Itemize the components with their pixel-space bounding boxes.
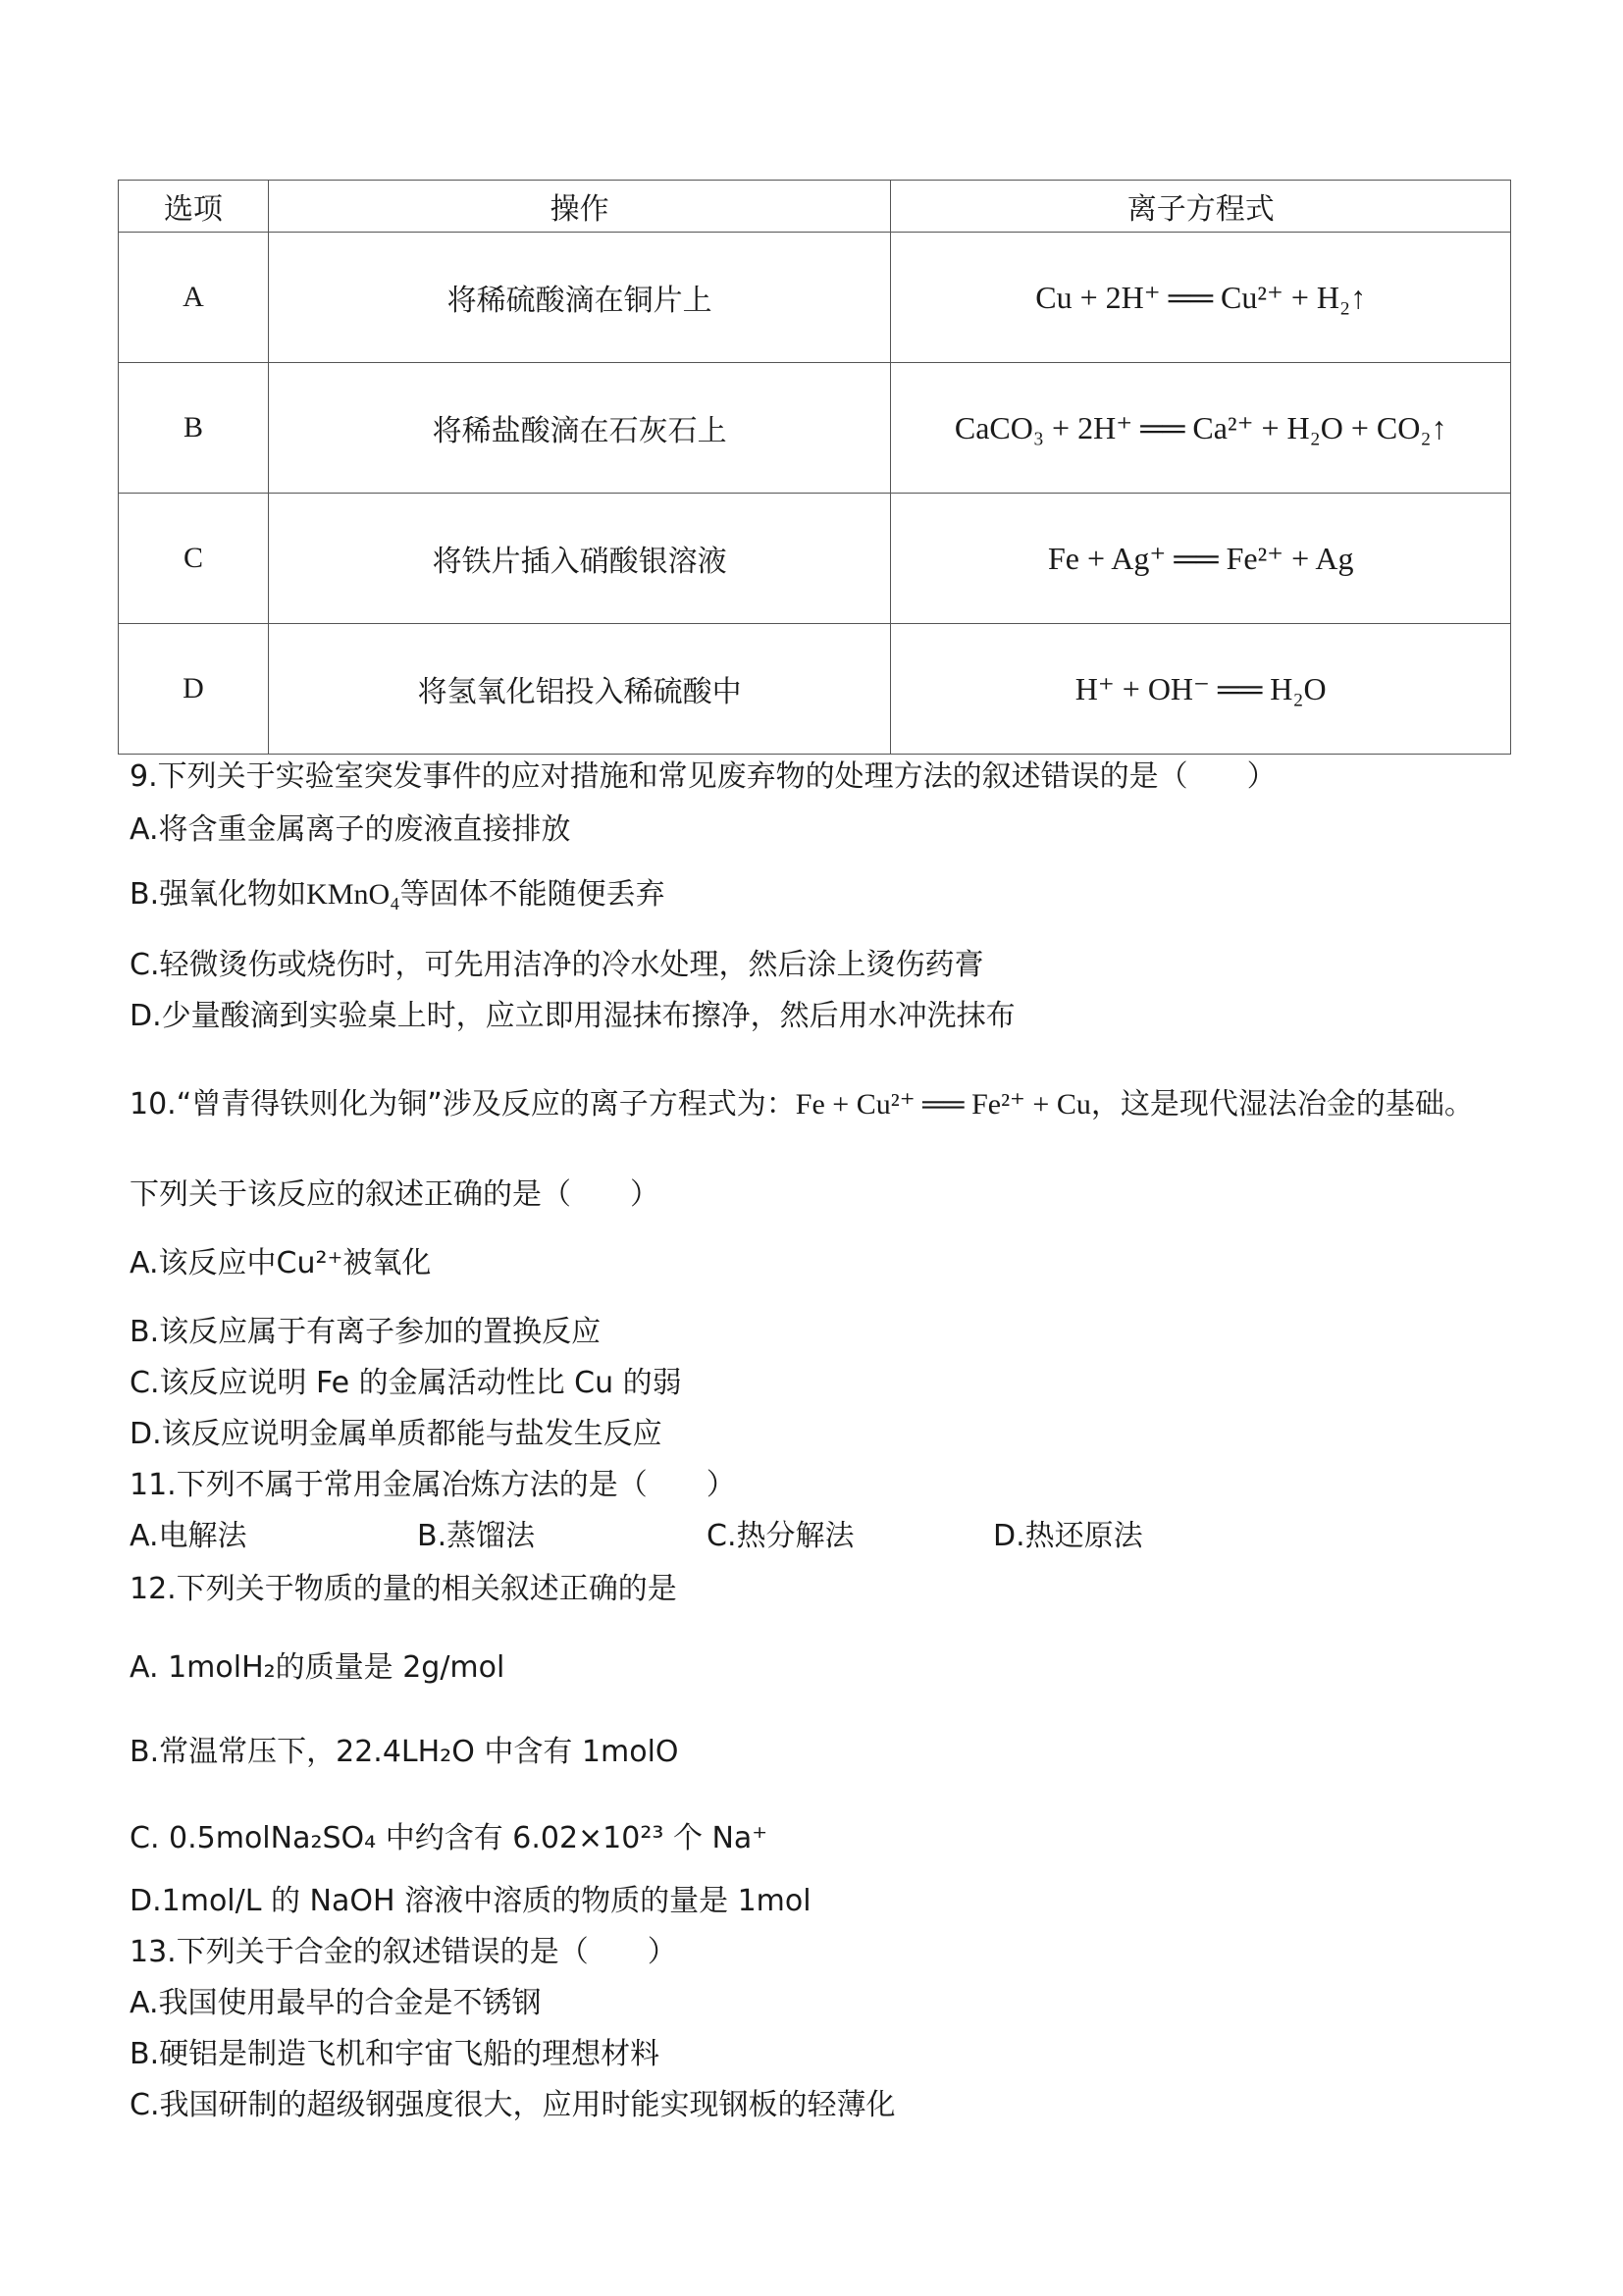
header-operation: 操作 <box>268 181 891 233</box>
q10-stem-pre: 10.“曾青得铁则化为铜”涉及反应的离子方程式为： <box>130 1087 796 1122</box>
q10-option-a: A.该反应中Cu²⁺被氧化 <box>130 1246 432 1280</box>
row-equation: Cu + 2H⁺ ══ Cu²⁺ + H₂↑ <box>891 233 1511 363</box>
q12-option-a: A. 1molH₂的质量是 2g/mol <box>130 1650 505 1685</box>
q9-option-b-pre: B.强氧化物如 <box>130 877 307 912</box>
q11-option-c: C.热分解法 <box>707 1519 855 1553</box>
header-equation: 离子方程式 <box>891 181 1511 233</box>
q9-option-b <box>130 875 665 914</box>
row-operation: 将铁片插入硝酸银溶液 <box>268 494 891 624</box>
table-row <box>119 233 1511 363</box>
q12-stem: 12.下列关于物质的量的相关叙述正确的是 <box>130 1572 677 1606</box>
row-option: C <box>119 494 269 624</box>
table-row <box>119 363 1511 494</box>
q10-stem-post: ，这是现代湿法冶金的基础。 <box>1090 1087 1474 1122</box>
q10-stem-2: 下列关于该反应的叙述正确的是（ ） <box>130 1177 659 1212</box>
row-option: D <box>119 624 269 755</box>
q13-stem: 13.下列关于合金的叙述错误的是（ ） <box>130 1935 677 1969</box>
q9-stem: 9.下列关于实验室突发事件的应对措施和常见废弃物的处理方法的叙述错误的是（ ） <box>130 759 1277 794</box>
ion-equation-table <box>118 180 1511 755</box>
q13-option-c: C.我国研制的超级钢强度很大，应用时能实现钢板的轻薄化 <box>130 2088 896 2122</box>
row-equation: CaCO₃ + 2H⁺ ══ Ca²⁺ + H₂O + CO₂↑ <box>891 363 1511 494</box>
q13-option-a: A.我国使用最早的合金是不锈钢 <box>130 1986 542 2020</box>
q10-stem <box>130 1085 1474 1124</box>
q10-option-c: C.该反应说明 Fe 的金属活动性比 Cu 的弱 <box>130 1366 682 1400</box>
q12-option-c: C. 0.5molNa₂SO₄ 中约含有 6.02×10²³ 个 Na⁺ <box>130 1821 768 1855</box>
header-option: 选项 <box>119 181 269 233</box>
q12-option-d: D.1mol/L 的 NaOH 溶液中溶质的物质的量是 1mol <box>130 1884 812 1918</box>
q10-option-b: B.该反应属于有离子参加的置换反应 <box>130 1315 602 1349</box>
q12-option-b: B.常温常压下，22.4LH₂O 中含有 1molO <box>130 1735 679 1769</box>
row-operation: 将稀盐酸滴在石灰石上 <box>268 363 891 494</box>
table-row <box>119 494 1511 624</box>
q11-option-a: A.电解法 <box>130 1519 247 1553</box>
q11-stem: 11.下列不属于常用金属冶炼方法的是（ ） <box>130 1468 736 1502</box>
row-operation: 将氢氧化铝投入稀硫酸中 <box>268 624 891 755</box>
q9-option-b-post: 等固体不能随便丢弃 <box>399 877 665 912</box>
q9-option-b-formula: KMnO₄ <box>306 878 400 911</box>
q11-option-d: D.热还原法 <box>993 1519 1143 1553</box>
table-row <box>119 624 1511 755</box>
q9-option-a: A.将含重金属离子的废液直接排放 <box>130 812 571 847</box>
q13-option-b: B.硬铝是制造飞机和宇宙飞船的理想材料 <box>130 2037 660 2071</box>
row-operation: 将稀硫酸滴在铜片上 <box>268 233 891 363</box>
row-equation: Fe + Ag⁺ ══ Fe²⁺ + Ag <box>891 494 1511 624</box>
row-equation: H⁺ + OH⁻ ══ H₂O <box>891 624 1511 755</box>
q9-option-d: D.少量酸滴到实验桌上时，应立即用湿抹布擦净，然后用水冲洗抹布 <box>130 999 1016 1033</box>
table-header-row <box>119 181 1511 233</box>
q9-option-c: C.轻微烫伤或烧伤时，可先用洁净的冷水处理，然后涂上烫伤药膏 <box>130 948 984 982</box>
q10-option-d: D.该反应说明金属单质都能与盐发生反应 <box>130 1417 662 1451</box>
row-option: A <box>119 233 269 363</box>
row-option: B <box>119 363 269 494</box>
q11-option-b: B.蒸馏法 <box>417 1519 536 1553</box>
q10-stem-equation: Fe + Cu²⁺ ══ Fe²⁺ + Cu <box>795 1088 1091 1121</box>
